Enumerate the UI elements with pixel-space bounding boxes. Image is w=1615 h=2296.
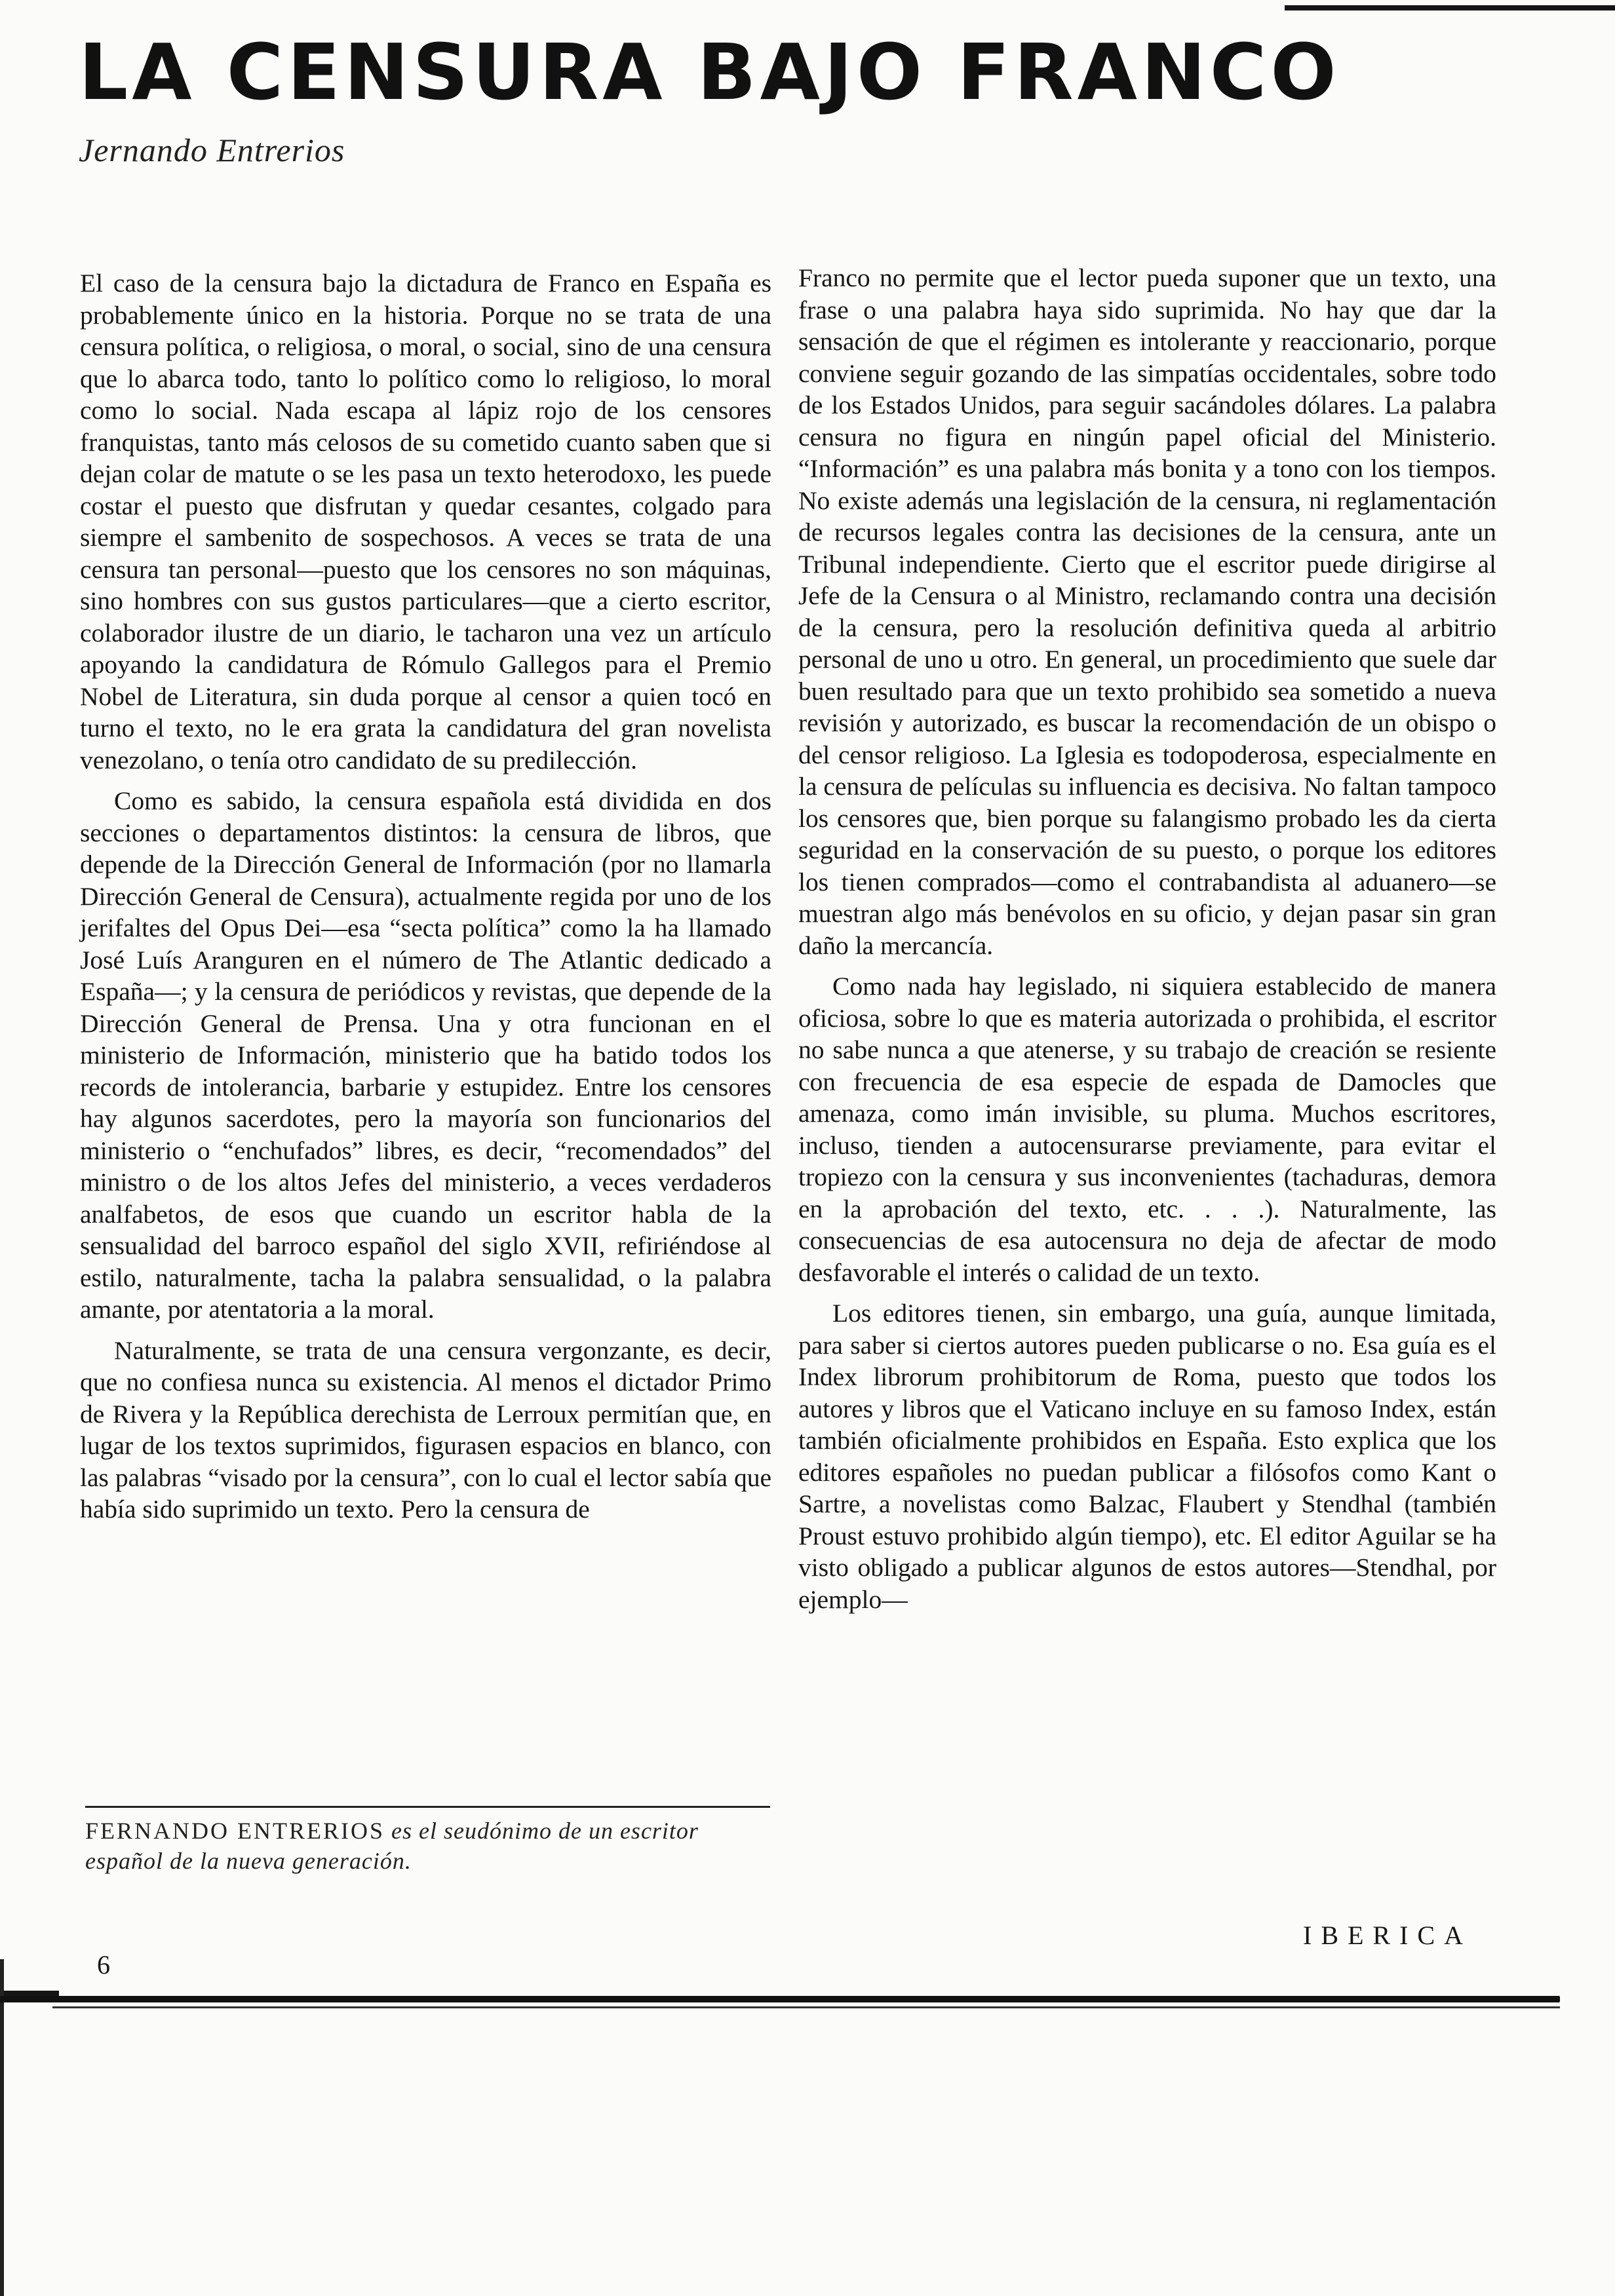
left-paragraph-2: Como es sabido, la censura española está dividida en dos secciones o departamentos distintos: la censura de libros, que depende de la Dirección General de Información (por no llamarla Dirección General de Censura), actualmente regida por uno de los jerifaltes del Opus Dei—esa “secta política” como la ha llamado José Luís Aranguren en el número de The Atlantic dedicado a España—; y la censura de periódicos y revistas, que depende de la Dirección General de Prensa. Una y otra funcionan en el ministerio de Información, ministerio que ha batido todos los records de intolerancia, barbarie y estupidez. Entre los censores hay algunos sacerdotes, pero la mayoría son funcionarios del ministerio o “enchufados” libres, es decir, “recomendados” del ministro o de los altos Jefes del ministerio, a veces verdaderos analfabetos, de esos que cuando un escritor habla de la sensualidad del barroco español del siglo XVII, refiriéndose al estilo, naturalmente, tacha la palabra sensualidad, o la palabra amante, por atentatoria a la moral. — [80, 786, 771, 1324]
author-footnote — [85, 1806, 770, 1876]
bottom-rule-thin — [52, 2006, 1560, 2008]
top-rule — [1285, 5, 1615, 10]
bottom-rule — [0, 1996, 1560, 2002]
page-number: 6 — [97, 1950, 110, 1980]
left-edge-line — [0, 1959, 4, 2296]
article-author: Jernando Entrerios — [79, 132, 345, 168]
left-column — [80, 267, 771, 1535]
right-paragraph-1: Franco no permite que el lector pueda suponer que un texto, una frase o una palabra haya sido suprimida. No hay que dar la sensación de que el régimen es intolerante y reaccionario, porque conviene seguir gozando de las simpatías occidentales, sobre todo de los Estados Unidos, para seguir sacándoles dólares. La palabra censura no figura en ningún papel oficial del Ministerio. “Información” es una palabra más bonita y a tono con los tiempos. No existe además una legislación de la censura, ni reglamentación de recursos legales contra las decisiones de la censura, ante un Tribunal independiente. Cierto que el escritor puede dirigirse al Jefe de la Censura o al Ministro, reclamando contra una decisión de la censura, pero la resolución definitiva queda al arbitrio personal de uno u otro. En general, un procedimiento que suele dar buen resultado para que un texto prohibido sea sometido a nueva revisión y autorizado, es buscar la recomendación de un obispo o del censor religioso. La Iglesia es todopoderosa, especialmente en la censura de películas su influencia es decisiva. No faltan tampoco los censores que, bien porque su falangismo probado les da cierta seguridad en la conservación de su puesto, o porque los editores los tienen comprados—como el contrabandista al aduanero—se muestran algo más benévolos en su oficio, y dejan pasar sin gran daño la mercancía. — [798, 263, 1496, 960]
right-column — [798, 262, 1496, 1624]
right-paragraph-2: Como nada hay legislado, ni siquiera establecido de manera oficiosa, sobre lo que es materia autorizada o prohibida, el escritor no sabe nunca a que atenerse, y su trabajo de creación se resiente con frecuencia de esa especie de espada de Damocles que amenaza, como imán invisible, su pluma. Muchos escritores, incluso, tienden a autocensurarse previamente, para evitar el tropiezo con la censura y sus inconvenientes (tachaduras, demora en la aprobación del texto, etc. . . .). Naturalmente, las consecuencias de esa autocensura no deja de afectar de modo desfavorable el interés o calidad de un texto. — [798, 972, 1496, 1287]
footnote-text: es el seudónimo de un escritor español de la nueva generación. — [85, 1818, 699, 1874]
left-paragraph-3: Naturalmente, se trata de una censura vergonzante, es decir, que no confiesa nunca su existencia. Al menos el dictador Primo de Rivera y la República derechista de Lerroux permitían que, en lugar de los textos suprimidos, figurasen espacios en blanco, con las palabras “visado por la censura”, con lo cual el lector sabía que había sido suprimido un texto. Pero la censura de — [80, 1335, 771, 1523]
left-paragraph-1: El caso de la censura bajo la dictadura de Franco en España es probablemente único en la historia. Porque no se trata de una censura política, o religiosa, o moral, o social, sino de una censura que lo abarca todo, tanto lo político como lo religioso, lo moral como lo social. Nada escapa al lápiz rojo de los censores franquistas, tanto más celosos de su cometido cuanto saben que si dejan colar de matute o se les pasa un texto heterodoxo, les puede costar el puesto que disfrutan y quedar cesantes, colgado para siempre el sambenito de sospechosos. A veces se trata de una censura tan personal—puesto que los censores no son máquinas, sino hombres con sus gustos particulares—que a cierto escritor, colaborador ilustre de un diario, le tacharon una vez un artículo apoyando la candidatura de Rómulo Gallegos para el Premio Nobel de Literatura, sin duda porque al censor a quien tocó en turno el texto, no le era grata la candidatura del gran novelista venezolano, o tenía otro candidato de su predilección. — [80, 269, 771, 775]
article-title: LA CENSURA BAJO FRANCO — [79, 27, 1340, 117]
footnote-author-name: FERNANDO ENTRERIOS — [85, 1818, 385, 1844]
journal-name: IBERICA — [1303, 1921, 1472, 1950]
right-paragraph-3: Los editores tienen, sin embargo, una guía, aunque limitada, para saber si ciertos autores pueden publicarse o no. Esa guía es el Index librorum prohibitorum de Roma, puesto que todos los autores y libros que el Vaticano incluye en su famoso Index, están también oficialmente prohibidos en España. Esto explica que los editores españoles no puedan publicar a filósofos como Kant o Sartre, a novelistas como Balzac, Flaubert y Stendhal (también Proust estuvo prohibido algún tiempo), etc. El editor Aguilar se ha visto obligado a publicar algunos de estos autores—Stendhal, por ejemplo— — [798, 1299, 1496, 1614]
